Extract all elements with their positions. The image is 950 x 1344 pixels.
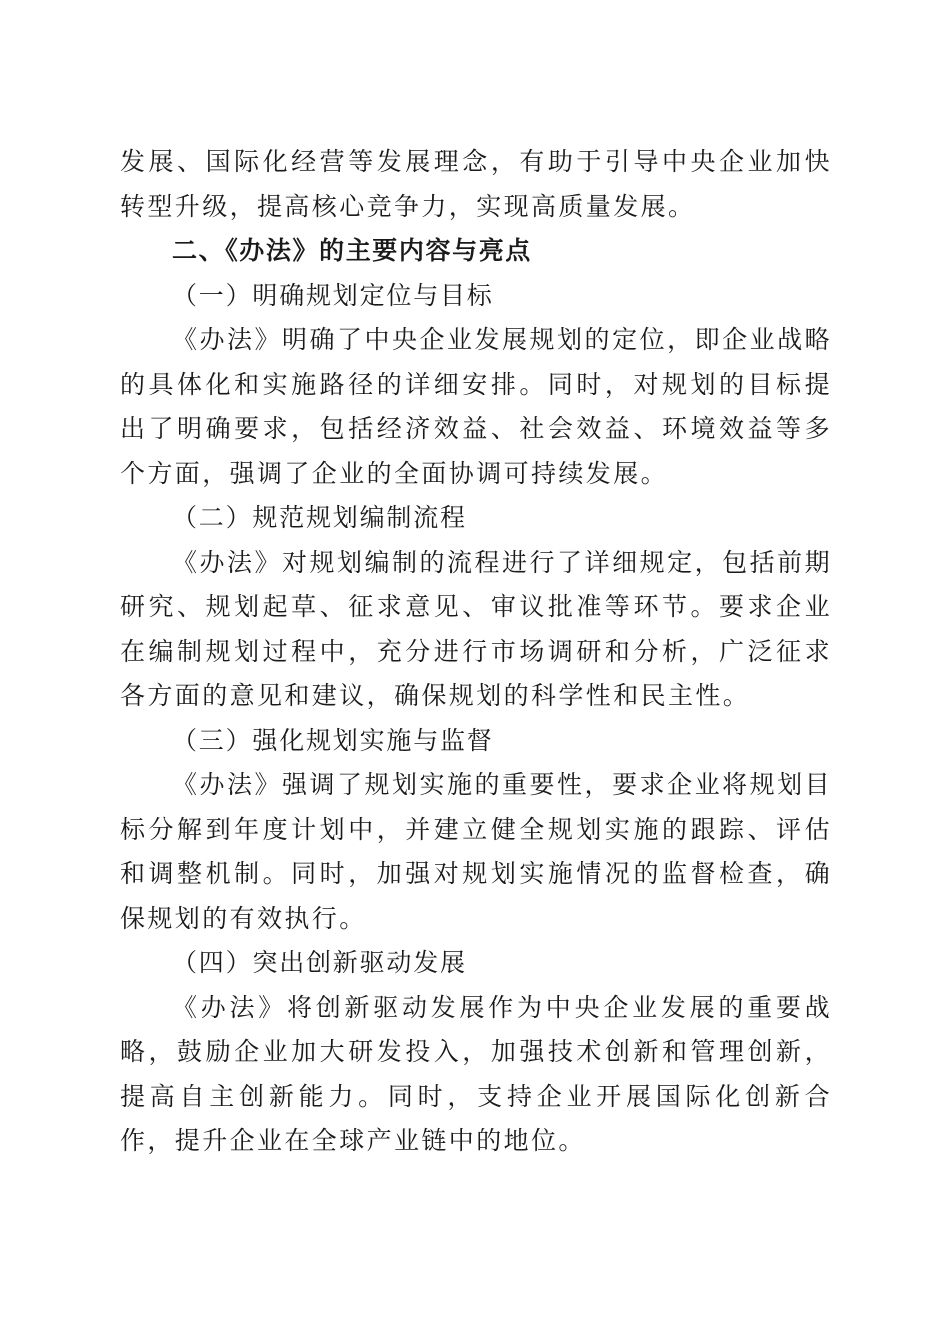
document-body xyxy=(120,140,832,1164)
subsection-heading-3: （三）强化规划实施与监督 xyxy=(172,725,494,755)
subsection-heading-1: （一）明确规划定位与目标 xyxy=(172,280,494,310)
subsection-paragraph-4: 《办法》将创新驱动发展作为中央企业发展的重要战略，鼓励企业加大研发投入，加强技术创新和管理创新，提高自主创新能力。同时，支持企业开展国际化创新合作，提升企业在全球产业链中的地位。 xyxy=(120,992,832,1155)
intro-paragraph: 发展、国际化经营等发展理念，有助于引导中央企业加快转型升级，提高核心竞争力，实现高质量发展。 xyxy=(120,147,832,221)
subsection-paragraph-2: 《办法》对规划编制的流程进行了详细规定，包括前期研究、规划起草、征求意见、审议批准等环节。要求企业在编制规划过程中，充分进行市场调研和分析，广泛征求各方面的意见和建议，确保规划的科学性和民主性。 xyxy=(120,547,832,710)
subsection-heading-2: （二）规范规划编制流程 xyxy=(172,503,467,532)
subsection-paragraph-3: 《办法》强调了规划实施的重要性，要求企业将规划目标分解到年度计划中，并建立健全规划实施的跟踪、评估和调整机制。同时，加强对规划实施情况的监督检查，确保规划的有效执行。 xyxy=(120,770,832,933)
subsection-heading-4: （四）突出创新驱动发展 xyxy=(172,948,467,977)
subsection-paragraph-1: 《办法》明确了中央企业发展规划的定位，即企业战略的具体化和实施路径的详细安排。同时，对规划的目标提出了明确要求，包括经济效益、社会效益、环境效益等多个方面，强调了企业的全面协调可持续发展。 xyxy=(120,325,832,488)
section-heading: 二、《办法》的主要内容与亮点 xyxy=(172,236,532,265)
